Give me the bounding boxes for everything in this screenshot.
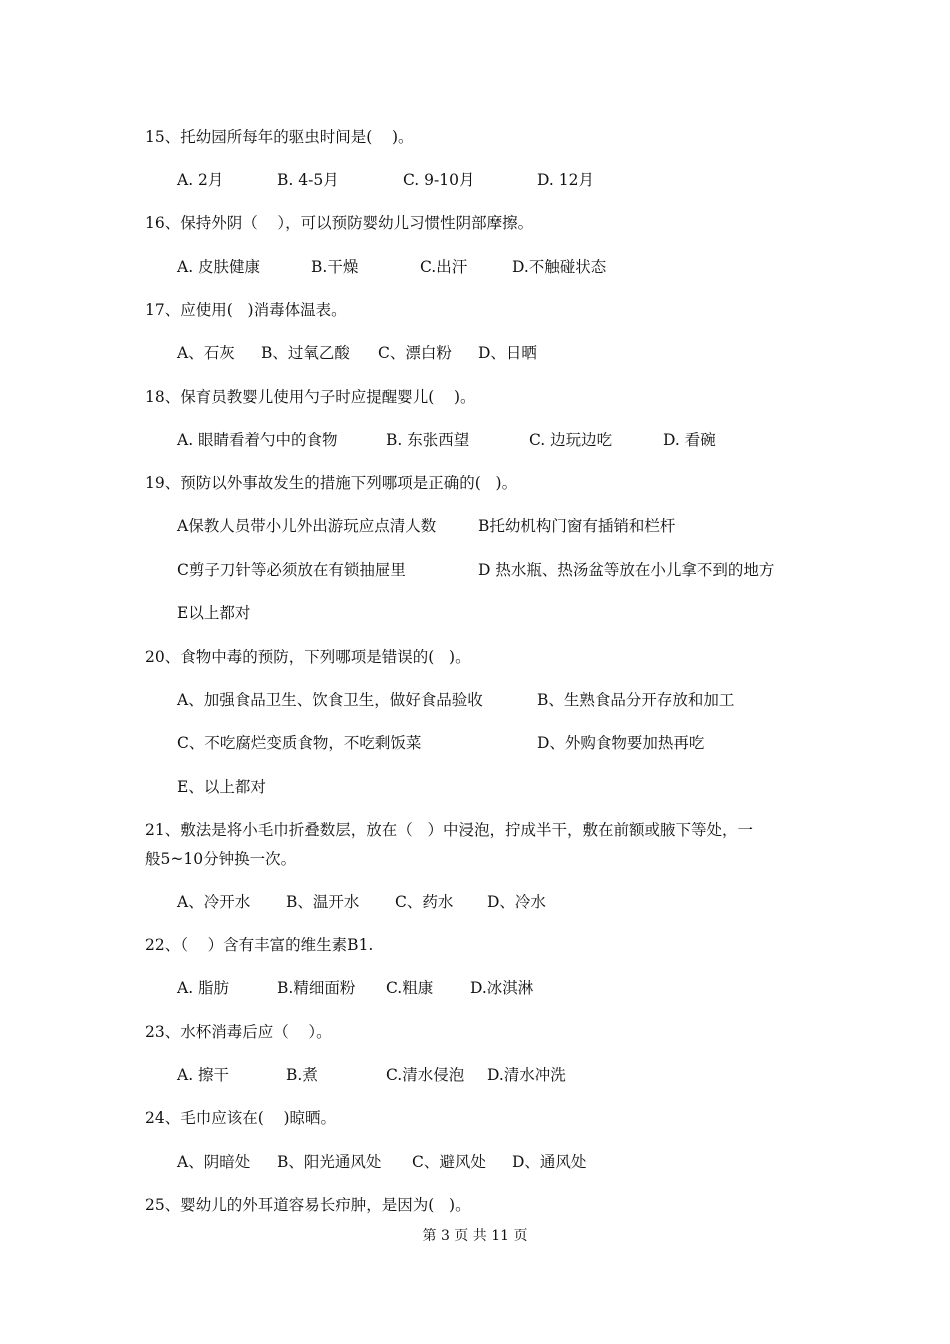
q24-option-d: D、通风处: [512, 1153, 587, 1171]
q19-option-e: E以上都对: [177, 604, 251, 622]
q16-option-d: D.不触碰状态: [512, 258, 607, 276]
q23-option-b: B.煮: [286, 1066, 318, 1084]
q19-option-b: B托幼机构门窗有插销和栏杆: [478, 517, 676, 535]
q24-option-a: A、阴暗处: [177, 1153, 251, 1171]
q15-option-c: C. 9-10月: [403, 171, 475, 189]
question-23: 23、水杯消毒后应（ ）。: [145, 1023, 332, 1041]
question-20: 20、食物中毒的预防，下列哪项是错误的( )。: [145, 648, 471, 666]
q18-option-a: A. 眼睛看着勺中的食物: [177, 431, 338, 449]
q18-option-d: D. 看碗: [663, 431, 716, 449]
q24-option-b: B、阳光通风处: [277, 1153, 382, 1171]
q21-option-a: A、冷开水: [177, 893, 251, 911]
q22-option-d: D.冰淇淋: [470, 979, 534, 997]
q19-option-a: A保教人员带小儿外出游玩应点清人数: [177, 517, 437, 535]
q20-option-a: A、加强食品卫生、饮食卫生，做好食品验收: [177, 691, 483, 709]
q16-option-a: A. 皮肤健康: [177, 258, 261, 276]
q20-option-b: B、生熟食品分开存放和加工: [537, 691, 735, 709]
question-21-continued: 般5~10分钟换一次。: [145, 850, 297, 868]
question-18: 18、保育员教婴儿使用勺子时应提醒婴儿( )。: [145, 388, 476, 406]
q24-option-c: C、避风处: [412, 1153, 486, 1171]
q17-option-b: B、过氧乙酸: [261, 344, 350, 362]
q18-option-b: B. 东张西望: [386, 431, 470, 449]
q17-option-c: C、漂白粉: [378, 344, 452, 362]
question-15: 15、托幼园所每年的驱虫时间是( )。: [145, 128, 414, 146]
q23-option-c: C.清水侵泡: [386, 1066, 465, 1084]
q20-option-c: C、不吃腐烂变质食物，不吃剩饭菜: [177, 734, 422, 752]
page-number-footer: 第 3 页 共 11 页: [422, 1228, 528, 1244]
question-16: 16、保持外阴（ ），可以预防婴幼儿习惯性阴部摩擦。: [145, 214, 534, 232]
q20-option-d: D、外购食物要加热再吃: [537, 734, 705, 752]
q15-option-b: B. 4-5月: [277, 171, 339, 189]
q20-option-e: E、以上都对: [177, 778, 266, 796]
q19-option-d: D 热水瓶、热汤盆等放在小儿拿不到的地方: [478, 561, 775, 579]
question-24: 24、毛巾应该在( )晾晒。: [145, 1109, 337, 1127]
question-21: 21、敷法是将小毛巾折叠数层，放在（ ）中浸泡，拧成半干，敷在前额或腋下等处，一: [145, 821, 754, 839]
q21-option-b: B、温开水: [286, 893, 360, 911]
question-17: 17、应使用( )消毒体温表。: [145, 301, 347, 319]
q21-option-d: D、冷水: [487, 893, 546, 911]
q19-option-c: C剪子刀针等必须放在有锁抽屉里: [177, 561, 406, 579]
q22-option-a: A. 脂肪: [177, 979, 230, 997]
q18-option-c: C. 边玩边吃: [529, 431, 613, 449]
q23-option-d: D.清水冲洗: [487, 1066, 566, 1084]
q17-option-a: A、石灰: [177, 344, 235, 362]
q15-option-a: A. 2月: [177, 171, 224, 189]
q17-option-d: D、日晒: [478, 344, 537, 362]
question-22: 22、（ ）含有丰富的维生素B1.: [145, 936, 374, 954]
q22-option-c: C.粗康: [386, 979, 434, 997]
q16-option-c: C.出汗: [420, 258, 468, 276]
q23-option-a: A. 擦干: [177, 1066, 230, 1084]
q22-option-b: B.精细面粉: [277, 979, 356, 997]
q21-option-c: C、药水: [395, 893, 454, 911]
question-19: 19、预防以外事故发生的措施下列哪项是正确的( )。: [145, 474, 518, 492]
q16-option-b: B.干燥: [311, 258, 359, 276]
q15-option-d: D. 12月: [537, 171, 594, 189]
question-25: 25、婴幼儿的外耳道容易长疖肿，是因为( )。: [145, 1196, 471, 1214]
